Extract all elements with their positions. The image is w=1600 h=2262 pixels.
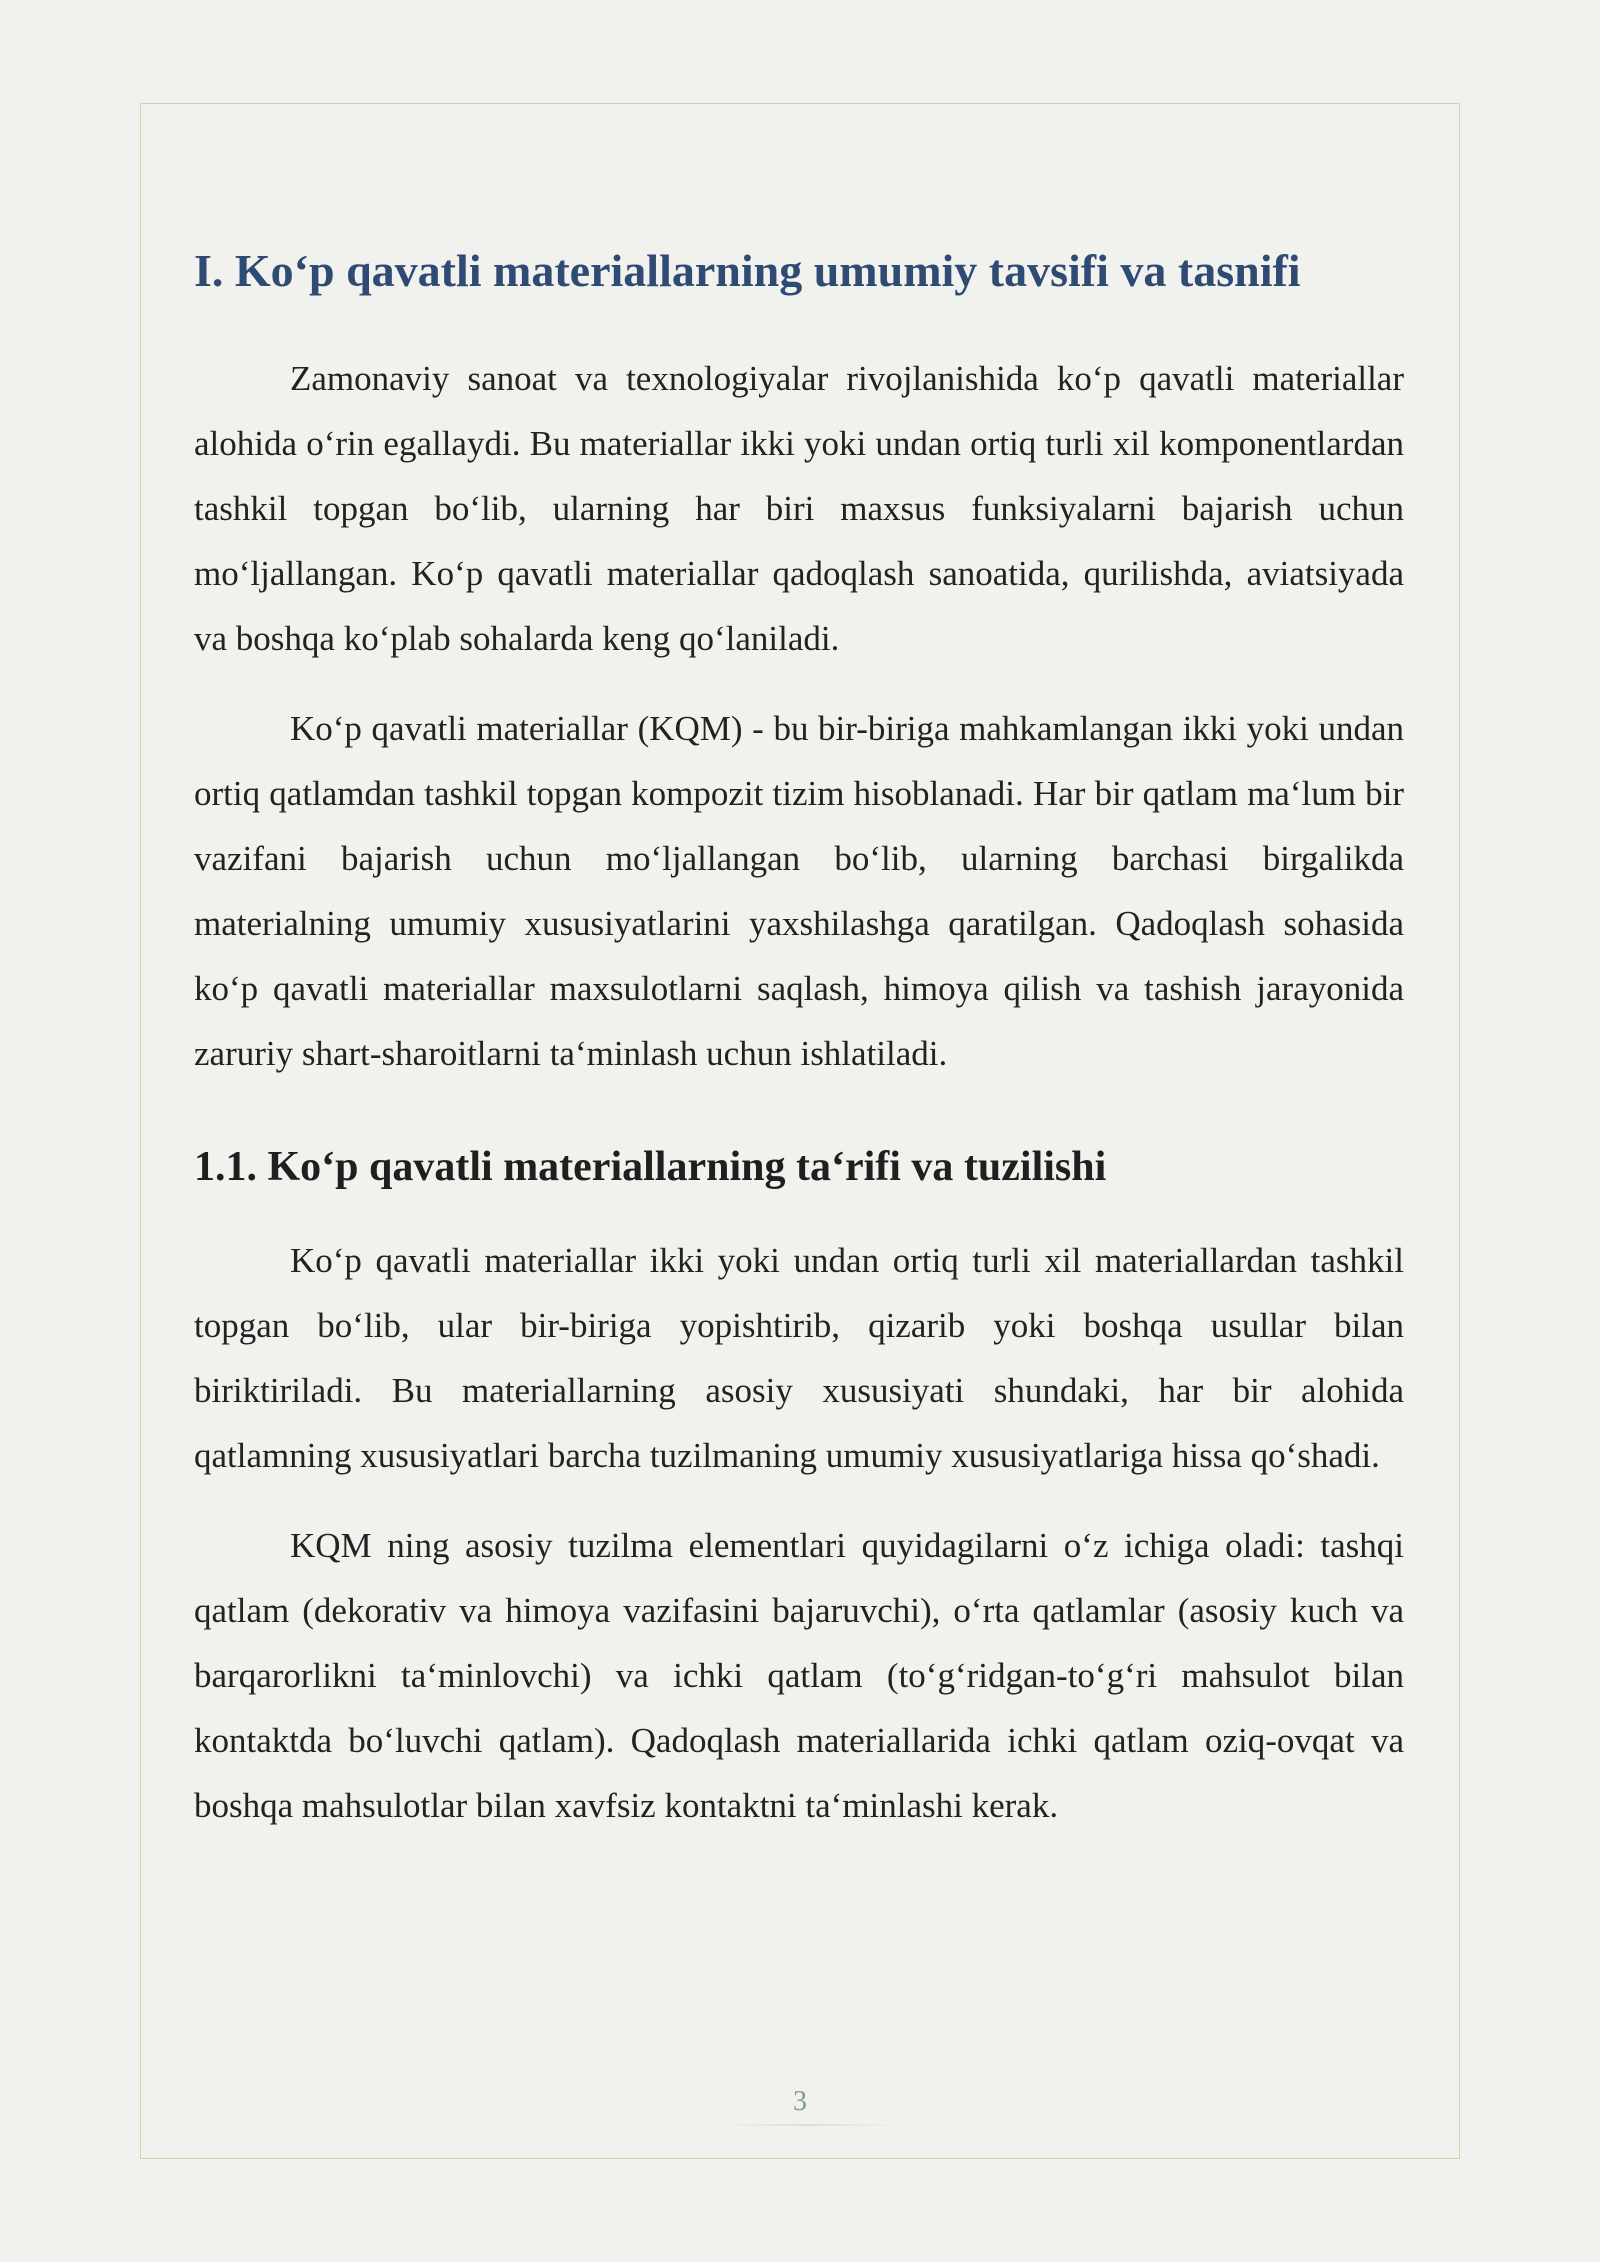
paragraph-sub-1: Ko‘p qavatli materiallar ikki yoki undan ortiq turli xil materiallardan tashkil topgan bo‘lib, ular bir-biriga yopishtirib, qizarib yoki boshqa usullar bilan biriktiriladi. Bu materiallarning asosiy xususiyati shundaki, har bir alohida qatlamning xususiyatlari barcha tuzilmaning umumiy xususiyatlariga hissa qo‘shadi. [194,1241,1404,1475]
paragraph-intro-2: Ko‘p qavatli materiallar (KQM) - bu bir-biriga mahkamlangan ikki yoki undan ortiq qatlamdan tashkil topgan kompozit tizim hisoblanadi. Har bir qatlam ma‘lum bir vazifani bajarish uchun mo‘ljallangan bo‘lib, ularning barchasi birgalikda materialning umumiy xususiyatlarini yaxshilashga qaratilgan. Qadoqlash sohasida ko‘p qavatli materiallar maxsulotlarni saqlash, himoya qilish va tashish jarayonida zaruriy shart-sharoitlarni ta‘minlash uchun ishlatiladi. [194,709,1404,1073]
subsection-title: 1.1. Ko‘p qavatli materiallarning ta‘rifi va tuzilishi [194,1144,1107,1190]
page-content [194,238,1404,1838]
paragraph-sub-2: KQM ning asosiy tuzilma elementlari quyidagilarni o‘z ichiga oladi: tashqi qatlam (dekorativ va himoya vazifasini bajaruvchi), o‘rta qatlamlar (asosiy kuch va barqarorlikni ta‘minlovchi) va ichki qatlam (to‘g‘ridgan-to‘g‘ri mahsulot bilan kontaktda bo‘luvchi qatlam). Qadoqlash materiallarida ichki qatlam oziq-ovqat va boshqa mahsulotlar bilan xavfsiz kontaktni ta‘minlashi kerak. [194,1526,1404,1825]
paragraph-intro-1: Zamonaviy sanoat va texnologiyalar rivojlanishida ko‘p qavatli materiallar alohida o‘rin egallaydi. Bu materiallar ikki yoki undan ortiq turli xil komponentlardan tashkil topgan bo‘lib, ularning har biri maxsus funksiyalarni bajarish uchun mo‘ljallangan. Ko‘p qavatli materiallar qadoqlash sanoatida, qurilishda, aviatsiyada va boshqa ko‘plab sohalarda keng qo‘laniladi. [194,359,1404,658]
page-number-underline [720,2124,900,2126]
section-title: I. Ko‘p qavatli materiallarning umumiy tavsifi va tasnifi [194,245,1301,296]
page-number: 3 [793,2086,807,2117]
